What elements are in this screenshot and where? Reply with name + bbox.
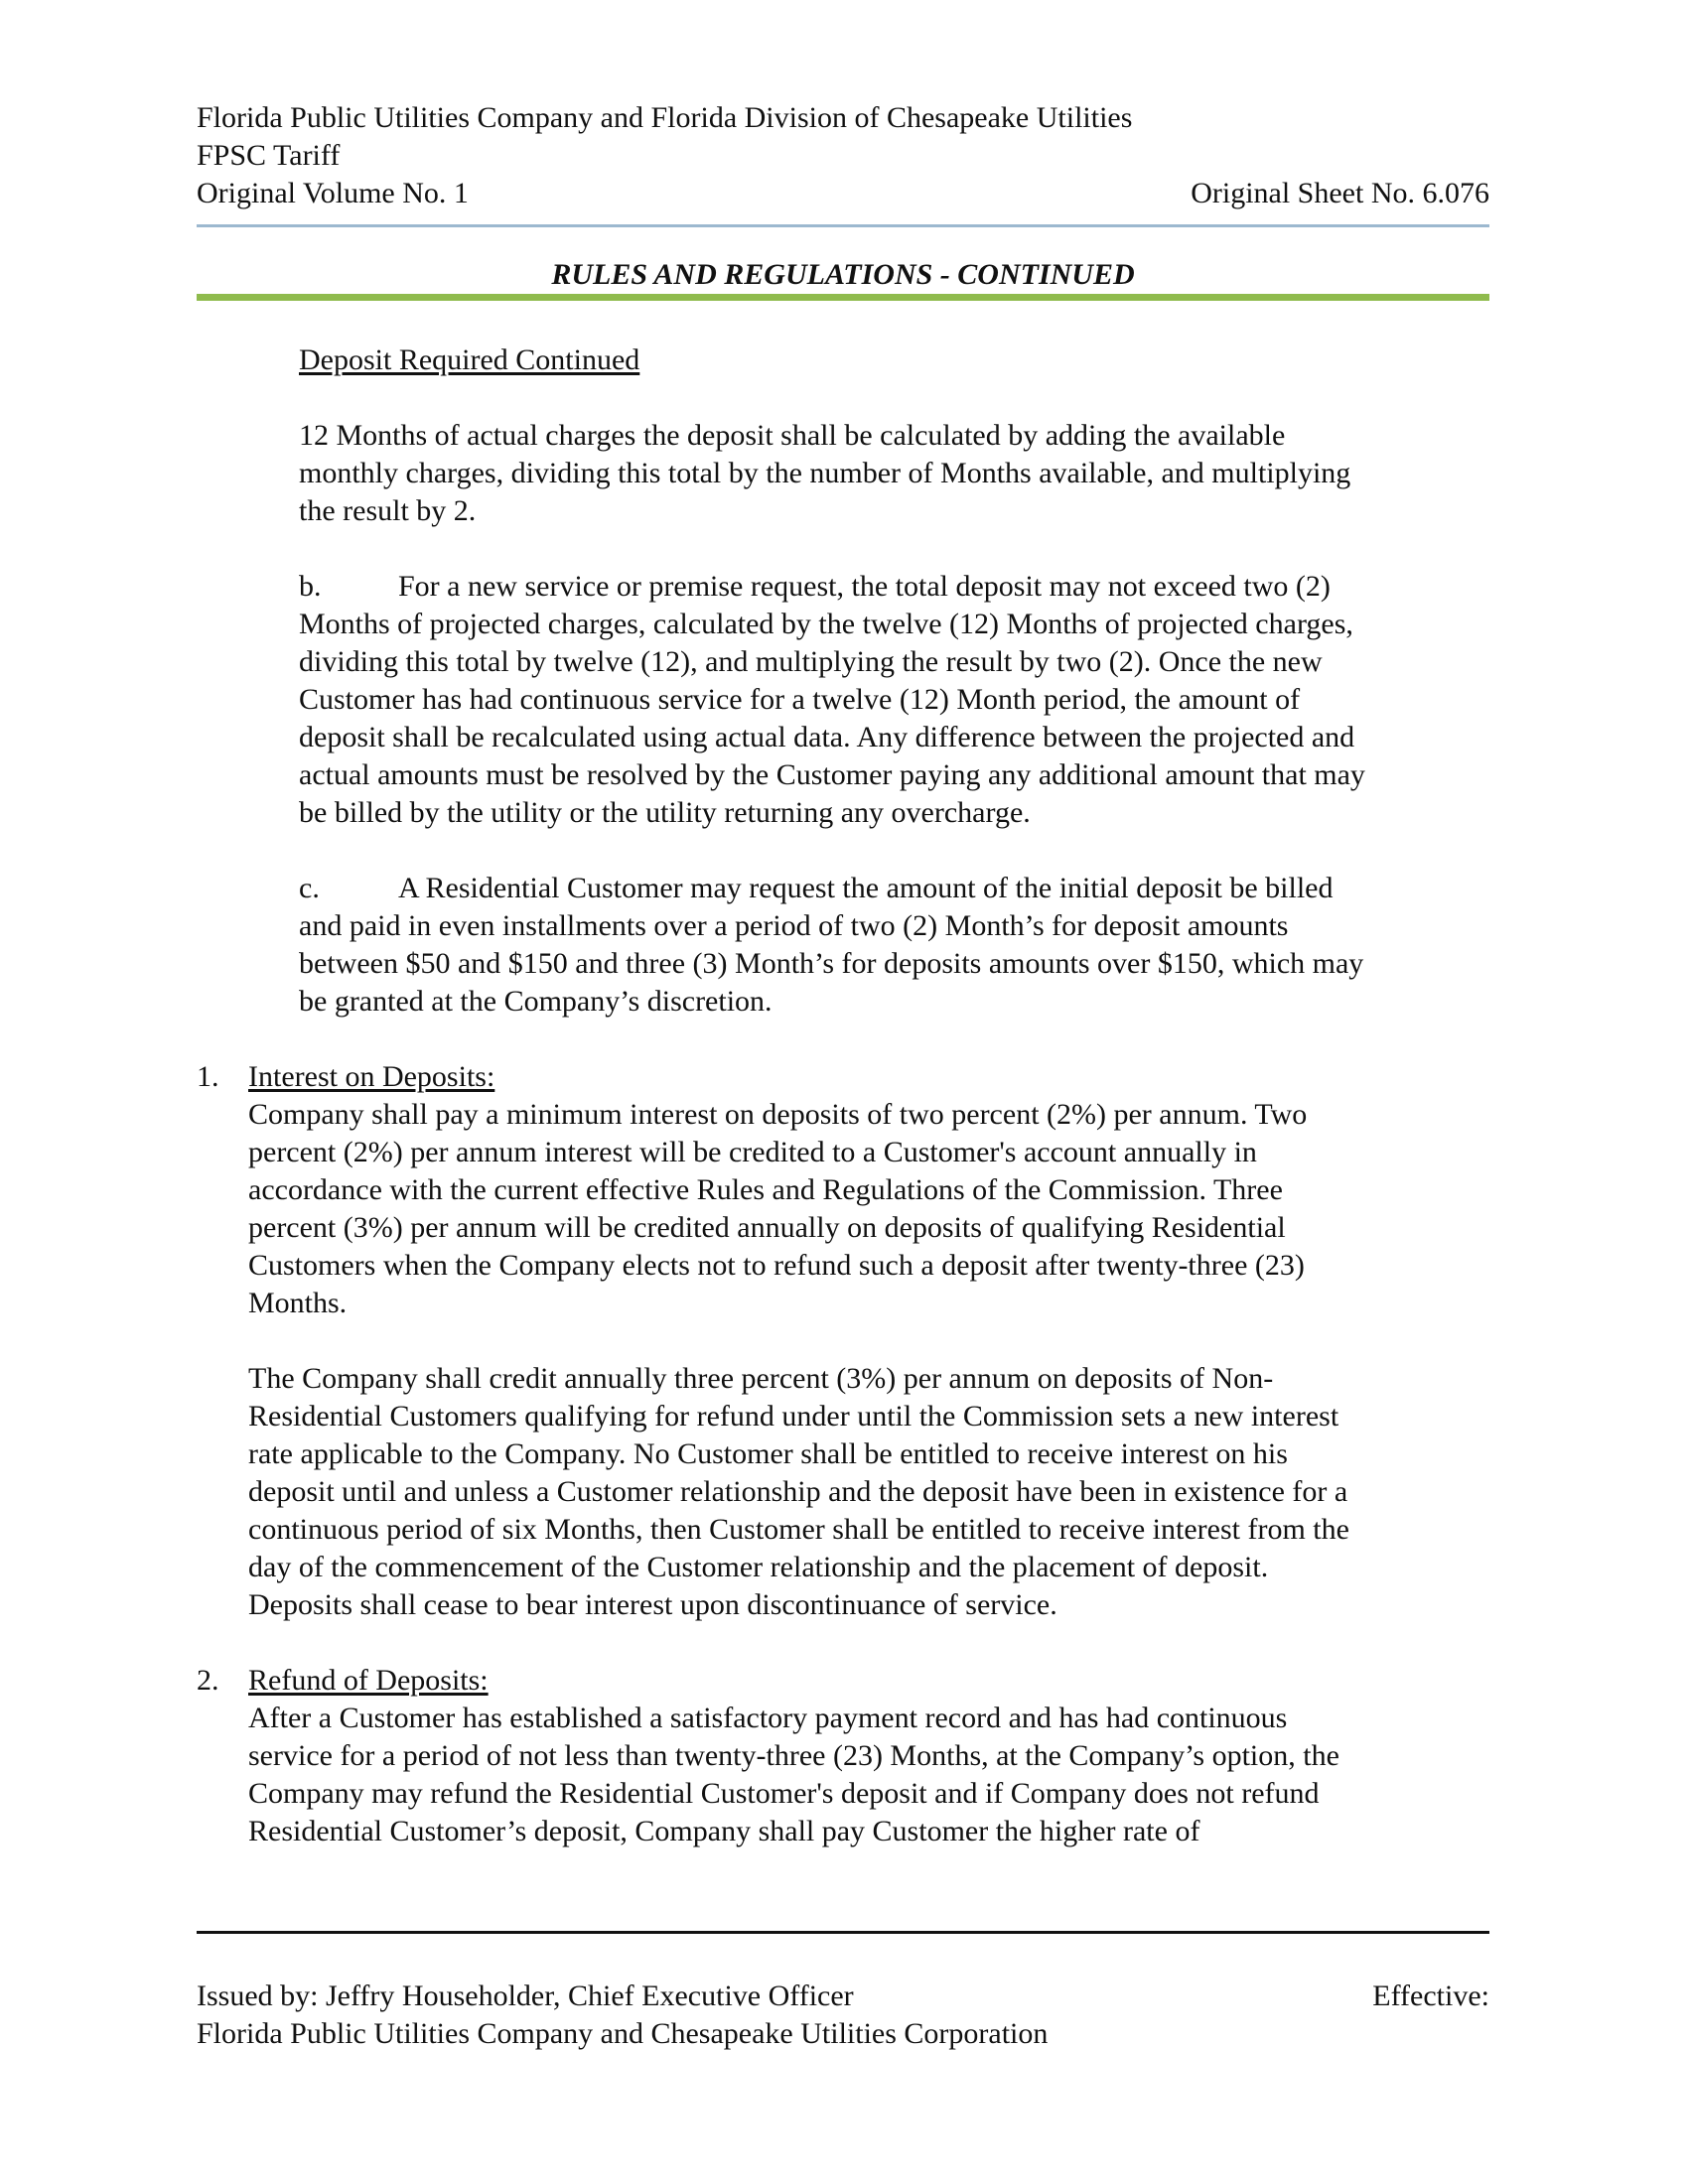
- footer-issued-by: Issued by: Jeffry Householder, Chief Executive Officer: [197, 1979, 854, 2012]
- paragraph-line: deposit until and unless a Customer relationship and the deposit have been in existence for a: [248, 1475, 1348, 1508]
- paragraph-line: For a new service or premise request, the total deposit may not exceed two (2): [398, 570, 1331, 603]
- page-header: [197, 99, 1489, 212]
- paragraph-line: service for a period of not less than twenty-three (23) Months, at the Company’s option, the: [248, 1739, 1339, 1772]
- paragraph-line: Company may refund the Residential Customer's deposit and if Company does not refund: [248, 1777, 1320, 1810]
- paragraph-line: the result by 2.: [299, 494, 477, 527]
- footer-issued-row: [197, 1978, 1489, 2015]
- section-title: RULES AND REGULATIONS - CONTINUED: [551, 258, 1135, 291]
- paragraph-line: Months.: [248, 1287, 348, 1319]
- paragraph-line: Customers when the Company elects not to refund such a deposit after twenty-three (23): [248, 1249, 1305, 1282]
- deposit-paragraph-c: [299, 870, 1363, 1021]
- paragraph-marker: b.: [299, 570, 322, 603]
- paragraph-line: Customer has had continuous service for a twelve (12) Month period, the amount of: [299, 683, 1301, 716]
- item-number: 2.: [197, 1664, 219, 1697]
- header-volume-row: [197, 175, 1489, 212]
- paragraph-line: Residential Customer’s deposit, Company shall pay Customer the higher rate of: [248, 1815, 1200, 1847]
- interest-on-deposits-section: [197, 1058, 1307, 1322]
- header-tariff-line: FPSC Tariff: [197, 139, 341, 172]
- paragraph-line: between $50 and $150 and three (3) Month’s for deposits amounts over $150, which may: [299, 947, 1364, 980]
- paragraph-line: accordance with the current effective Rules and Regulations of the Commission. Three: [248, 1173, 1283, 1206]
- paragraph-line: Deposits shall cease to bear interest upon discontinuance of service.: [248, 1588, 1057, 1621]
- paragraph-line: continuous period of six Months, then Customer shall be entitled to receive interest from the: [248, 1513, 1349, 1546]
- footer-divider: [197, 1931, 1489, 1934]
- paragraph-line: After a Customer has established a satisfactory payment record and has had continuous: [248, 1702, 1288, 1734]
- paragraph-line: dividing this total by twelve (12), and multiplying the result by two (2). Once the new: [299, 645, 1323, 678]
- paragraph-line: Months of projected charges, calculated by the twelve (12) Months of projected charges,: [299, 608, 1353, 640]
- header-divider: [197, 224, 1489, 227]
- paragraph-marker: c.: [299, 872, 320, 904]
- footer-effective: Effective:: [1372, 1979, 1489, 2012]
- page-footer: [197, 1978, 1489, 2053]
- item-number: 1.: [197, 1060, 219, 1093]
- paragraph-line: monthly charges, dividing this total by the number of Months available, and multiplying: [299, 457, 1351, 489]
- item-heading: Refund of Deposits:: [248, 1664, 489, 1697]
- deposit-paragraph-a: [299, 417, 1350, 530]
- paragraph-line: day of the commencement of the Customer relationship and the placement of deposit.: [248, 1551, 1269, 1583]
- footer-company: Florida Public Utilities Company and Chesapeake Utilities Corporation: [197, 2017, 1049, 2050]
- deposit-heading: Deposit Required Continued: [299, 343, 640, 376]
- paragraph-line: Company shall pay a minimum interest on deposits of two percent (2%) per annum. Two: [248, 1098, 1308, 1131]
- paragraph-line: rate applicable to the Company. No Customer shall be entitled to receive interest on his: [248, 1437, 1288, 1470]
- interest-paragraph-2: [197, 1360, 1349, 1624]
- paragraph-line: actual amounts must be resolved by the Customer paying any additional amount that may: [299, 758, 1365, 791]
- paragraph-line: The Company shall credit annually three percent (3%) per annum on deposits of Non-: [248, 1362, 1274, 1395]
- paragraph-line: percent (3%) per annum will be credited annually on deposits of qualifying Residential: [248, 1211, 1286, 1244]
- header-sheet-number: Original Sheet No. 6.076: [1191, 177, 1489, 209]
- deposit-paragraph-b: [299, 568, 1365, 832]
- paragraph-line: be granted at the Company’s discretion.: [299, 985, 773, 1018]
- paragraph-line: Residential Customers qualifying for refund under until the Commission sets a new interest: [248, 1400, 1339, 1433]
- paragraph-line: 12 Months of actual charges the deposit shall be calculated by adding the available: [299, 419, 1286, 452]
- item-heading: Interest on Deposits:: [248, 1060, 495, 1093]
- refund-of-deposits-section: [197, 1662, 1339, 1850]
- header-volume: Original Volume No. 1: [197, 177, 469, 209]
- deposit-heading-block: [299, 341, 639, 379]
- section-title-divider: [197, 294, 1489, 301]
- paragraph-line: percent (2%) per annum interest will be credited to a Customer's account annually in: [248, 1136, 1257, 1168]
- paragraph-line: be billed by the utility or the utility returning any overcharge.: [299, 796, 1031, 829]
- paragraph-line: deposit shall be recalculated using actual data. Any difference between the projected and: [299, 721, 1355, 753]
- header-company-line: Florida Public Utilities Company and Florida Division of Chesapeake Utilities: [197, 101, 1133, 134]
- paragraph-line: A Residential Customer may request the amount of the initial deposit be billed: [398, 872, 1334, 904]
- paragraph-line: and paid in even installments over a period of two (2) Month’s for deposit amounts: [299, 909, 1289, 942]
